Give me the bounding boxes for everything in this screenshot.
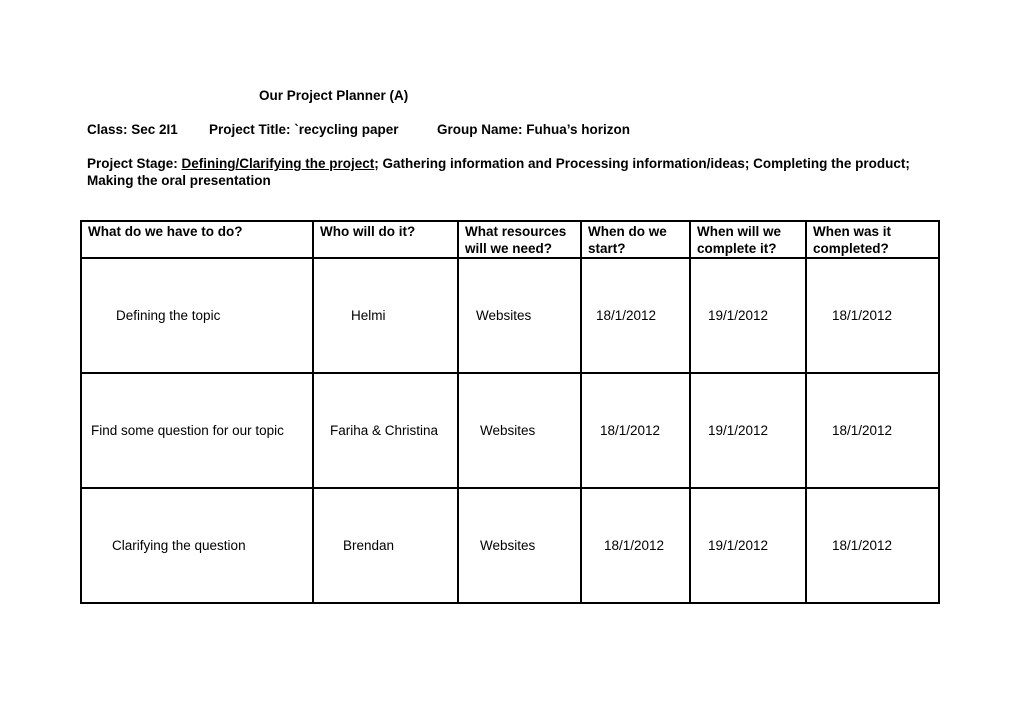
completed-cell: 18/1/2012 [806, 258, 939, 373]
who-cell: Fariha & Christina [313, 373, 458, 488]
task-cell: Find some question for our topic [81, 373, 313, 488]
who-cell: Brendan [313, 488, 458, 603]
task-cell: Clarifying the question [81, 488, 313, 603]
planned-complete-cell: 19/1/2012 [690, 488, 806, 603]
header-completed: When was it completed? [806, 221, 939, 258]
project-stage-current: Defining/Clarifying the project [181, 156, 375, 171]
resources-cell: Websites [458, 373, 581, 488]
table-row [81, 258, 939, 373]
completed-cell: 18/1/2012 [806, 373, 939, 488]
start-cell: 18/1/2012 [581, 258, 690, 373]
header-complete-plan: When will we complete it? [690, 221, 806, 258]
header-resources: What resources will we need? [458, 221, 581, 258]
resources-cell: Websites [458, 488, 581, 603]
table-row [81, 373, 939, 488]
class-label: Class: Sec 2I1 [87, 122, 178, 137]
start-cell: 18/1/2012 [581, 488, 690, 603]
project-stage-prefix: Project Stage: [87, 156, 182, 171]
completed-cell: 18/1/2012 [806, 488, 939, 603]
header-start: When do we start? [581, 221, 690, 258]
task-cell: Defining the topic [81, 258, 313, 373]
table-row [81, 488, 939, 603]
header-who: Who will do it? [313, 221, 458, 258]
start-cell: 18/1/2012 [581, 373, 690, 488]
resources-cell: Websites [458, 258, 581, 373]
header-task: What do we have to do? [81, 221, 313, 258]
who-cell: Helmi [313, 258, 458, 373]
planned-complete-cell: 19/1/2012 [690, 373, 806, 488]
project-title-label: Project Title: `recycling paper [209, 122, 399, 137]
project-planner-table [80, 220, 940, 604]
group-name-label: Group Name: Fuhua’s horizon [437, 122, 631, 137]
project-stage [87, 155, 922, 189]
project-stage-rest: ; Gathering information and Processing information/ideas; Completing the product; Making the oral presentation [87, 156, 910, 188]
planned-complete-cell: 19/1/2012 [690, 258, 806, 373]
table-header-row [81, 221, 939, 258]
page-title: Our Project Planner (A) [259, 88, 409, 103]
